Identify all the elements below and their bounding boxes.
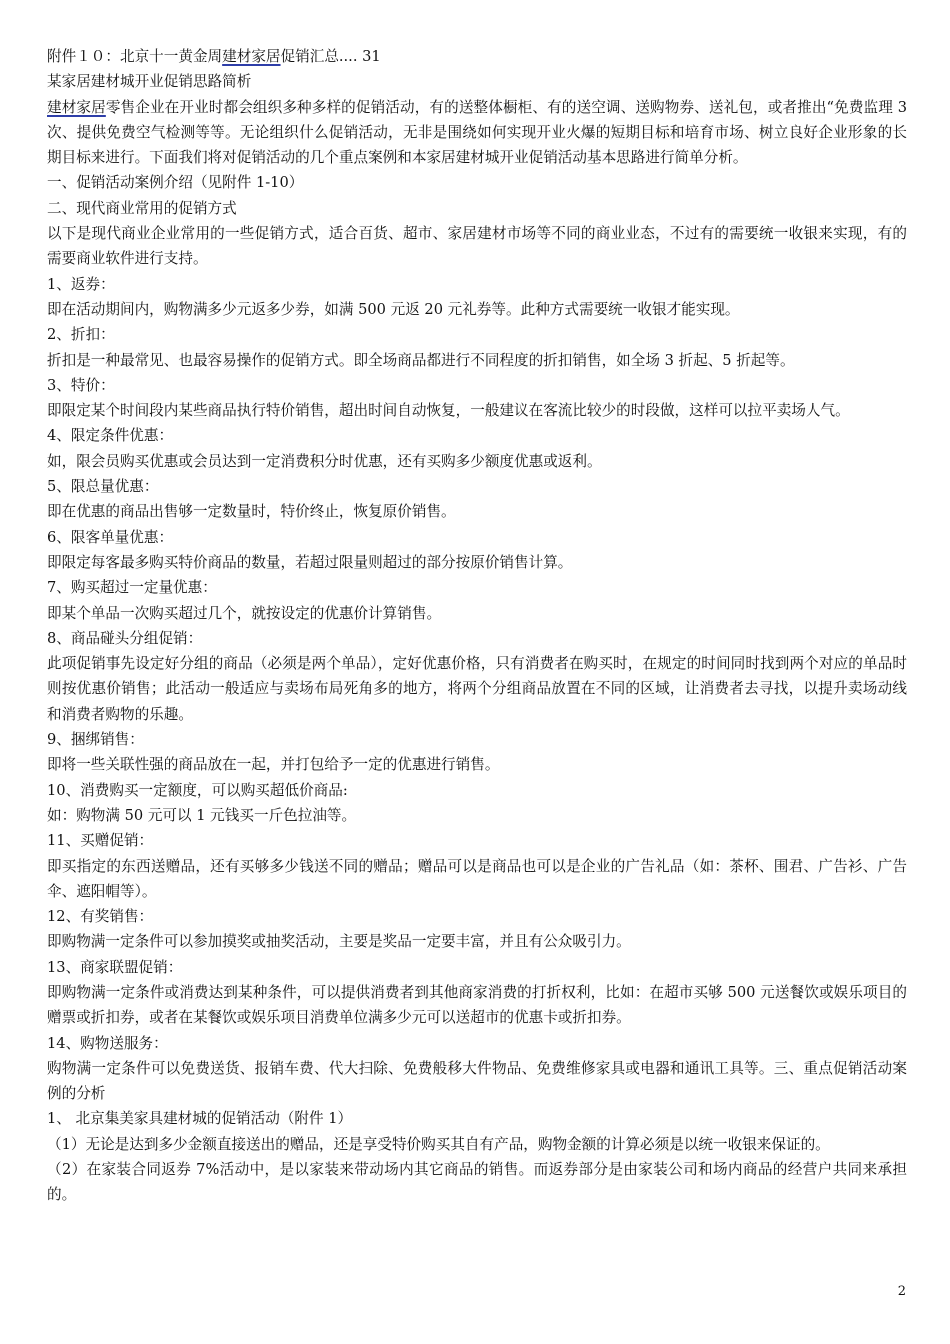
- link-jiancai-jiaju-2[interactable]: 建材家居: [47, 98, 106, 116]
- paragraph: 即买指定的东西送赠品，还有买够多少钱送不同的赠品；赠品可以是商品也可以是企业的广告礼品（如：茶杯、围君、广告衫、广告伞、遮阳帽等）。: [47, 857, 907, 900]
- item-heading: 5、限总量优惠：: [47, 478, 159, 496]
- paragraph: 如，限会员购买优惠或会员达到一定消费积分时优惠，还有买购多少额度优惠或返利。: [47, 452, 602, 470]
- item-heading: 6、限客单量优惠：: [47, 528, 174, 546]
- page-number: 2: [897, 1284, 906, 1299]
- paragraph: 此项促销事先设定好分组的商品（必须是两个单品），定好优惠价格，只有消费者在购买时，在规定的时间同时找到两个对应的单品时则按优惠价销售；此活动一般适应与卖场布局死角多的地方，将两个分组商品放置在不同的区域，让消费者去寻找，以提升卖场动线和消费者购物的乐趣。: [47, 655, 907, 723]
- paragraph: 即购物满一定条件或消费达到某种条件，可以提供消费者到其他商家消费的打折权利，比如：在超市买够 500 元送餐饮或娱乐项目的赠票或折扣券，或者在某餐饮或娱乐项目消费单位满多少元可以送超市的优惠卡或折扣券。: [47, 983, 907, 1027]
- paragraph: 即限定某个时间段内某些商品执行特价销售，超出时间自动恢复，一般建议在客流比较少的时段做，这样可以拉平卖场人气。: [47, 402, 850, 420]
- paragraph: 即购物满一定条件可以参加摸奖或抽奖活动，主要是奖品一定要丰富，并且有公众吸引力。: [47, 933, 631, 951]
- item-heading: 12、有奖销售：: [47, 908, 154, 926]
- item-heading: 9、捆绑销售：: [47, 731, 144, 749]
- doc-title: 某家居建材城开业促销思路简析: [47, 73, 252, 91]
- item-heading: 14、购物送服务：: [47, 1034, 168, 1052]
- item-heading: 10、消费购买一定额度，可以购买超低价商品:: [47, 781, 348, 799]
- item-heading: 4、限定条件优惠：: [47, 427, 174, 445]
- paragraph: 即在活动期间内，购物满多少元返多少券，如满 500 元返 20 元礼券等。此种方式需要统一收银才能实现。: [47, 300, 740, 318]
- link-jiancai-jiaju[interactable]: 建材家居: [222, 48, 281, 65]
- section-heading-1: 一、促销活动案例介绍（见附件 1-10）: [47, 174, 304, 192]
- paragraph: 即将一些关联性强的商品放在一起，并打包给予一定的优惠进行销售。: [47, 756, 500, 774]
- item-heading: 1、返券：: [47, 275, 115, 293]
- paragraph: 购物满一定条件可以免费送货、报销车费、代大扫除、免费般移大件物品、免费维修家具或电器和通讯工具等。三、重点促销活动案例的分析: [47, 1059, 907, 1103]
- item-heading: 11、买赠促销：: [47, 832, 154, 850]
- section-heading-2: 二、现代商业常用的促销方式: [47, 199, 237, 217]
- item-heading: 7、购买超过一定量优惠：: [47, 579, 217, 597]
- item-heading: 2、折扣：: [47, 326, 115, 344]
- paragraph: 如：购物满 50 元可以 1 元钱买一斤色拉油等。: [47, 806, 357, 824]
- paragraph: （2）在家装合同返券 7%活动中，是以家装来带动场内其它商品的销售。而返券部分是由家装公司和场内商品的经营户共同来承担的。: [47, 1161, 907, 1204]
- paragraph: 以下是现代商业企业常用的一些促销方式，适合百货、超市、家居建材市场等不同的商业业态，不过有的需要统一收银来实现，有的需要商业软件进行支持。: [47, 225, 907, 268]
- intro-paragraph: 建材家居零售企业在开业时都会组织多种多样的促销活动，有的送整体橱柜、有的送空调、送购物券、送礼包，或者推出“免费监理 3 次、提供免费空气检测等等。无论组织什么促销活动，无非是围绕如何实现开业火爆的短期目标和培育市场、树立良好企业形象的长期目标来进行。下面我们将对促销活动的几个重点案例和本家居建材城开业促销活动基本思路进行简单分析。: [47, 98, 907, 167]
- case-heading: 1、 北京集美家具建材城的促销活动（附件 1）: [47, 1110, 353, 1128]
- item-heading: 3、特价：: [47, 376, 115, 394]
- item-heading: 13、商家联盟促销：: [47, 958, 183, 976]
- item-heading: 8、商品碰头分组促销：: [47, 629, 203, 647]
- paragraph: 即限定每客最多购买特价商品的数量，若超过限量则超过的部分按原价销售计算。: [47, 553, 573, 571]
- paragraph: 即在优惠的商品出售够一定数量时，特价终止，恢复原价销售。: [47, 503, 456, 521]
- document-body: [47, 44, 907, 1208]
- paragraph: 折扣是一种最常见、也最容易操作的促销方式。即全场商品都进行不同程度的折扣销售，如全场 3 折起、5 折起等。: [47, 351, 795, 369]
- paragraph: 即某个单品一次购买超过几个，就按设定的优惠价计算销售。: [47, 604, 442, 622]
- appendix-line: 附件１０：北京十一黄金周建材家居促销汇总.... 31: [47, 48, 381, 65]
- paragraph: （1）无论是达到多少金额直接送出的赠品，还是享受特价购买其自有产品，购物金额的计算必须是以统一收银来保证的。: [47, 1135, 830, 1153]
